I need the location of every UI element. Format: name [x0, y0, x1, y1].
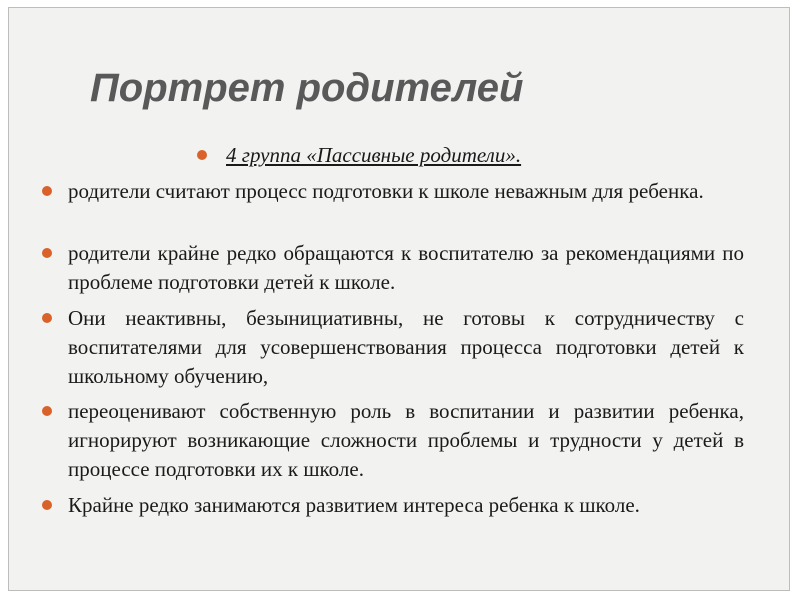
- subtitle-bullet-icon: [197, 150, 207, 160]
- bullet-5-icon: [42, 500, 52, 510]
- bullet-4-icon: [42, 406, 52, 416]
- bullet-1-text: родители считают процесс подготовки к школе неважным для ребенка.: [68, 179, 704, 203]
- bullet-2-text: родители крайне редко обращаются к воспитателю за рекомендациями по проблеме подготовки детей к школе.: [68, 241, 744, 294]
- bullet-1-icon: [42, 186, 52, 196]
- slide-title: Портрет родителей: [90, 66, 524, 110]
- bullet-4-text: переоценивают собственную роль в воспитании и развитии ребенка, игнорируют возникающие сложности проблемы и трудности у детей в процессе подготовки их к школе.: [68, 399, 744, 481]
- bullet-3-icon: [42, 313, 52, 323]
- bullet-5-text: Крайне редко занимаются развитием интереса ребенка к школе.: [68, 493, 640, 517]
- bullet-3-text: Они неактивны, безынициативны, не готовы к сотрудничеству с воспитателями для усовершенствования процесса подготовки детей к школьному обучению,: [68, 306, 744, 388]
- bullet-2-icon: [42, 248, 52, 258]
- subtitle: 4 группа «Пассивные родители».: [226, 143, 522, 167]
